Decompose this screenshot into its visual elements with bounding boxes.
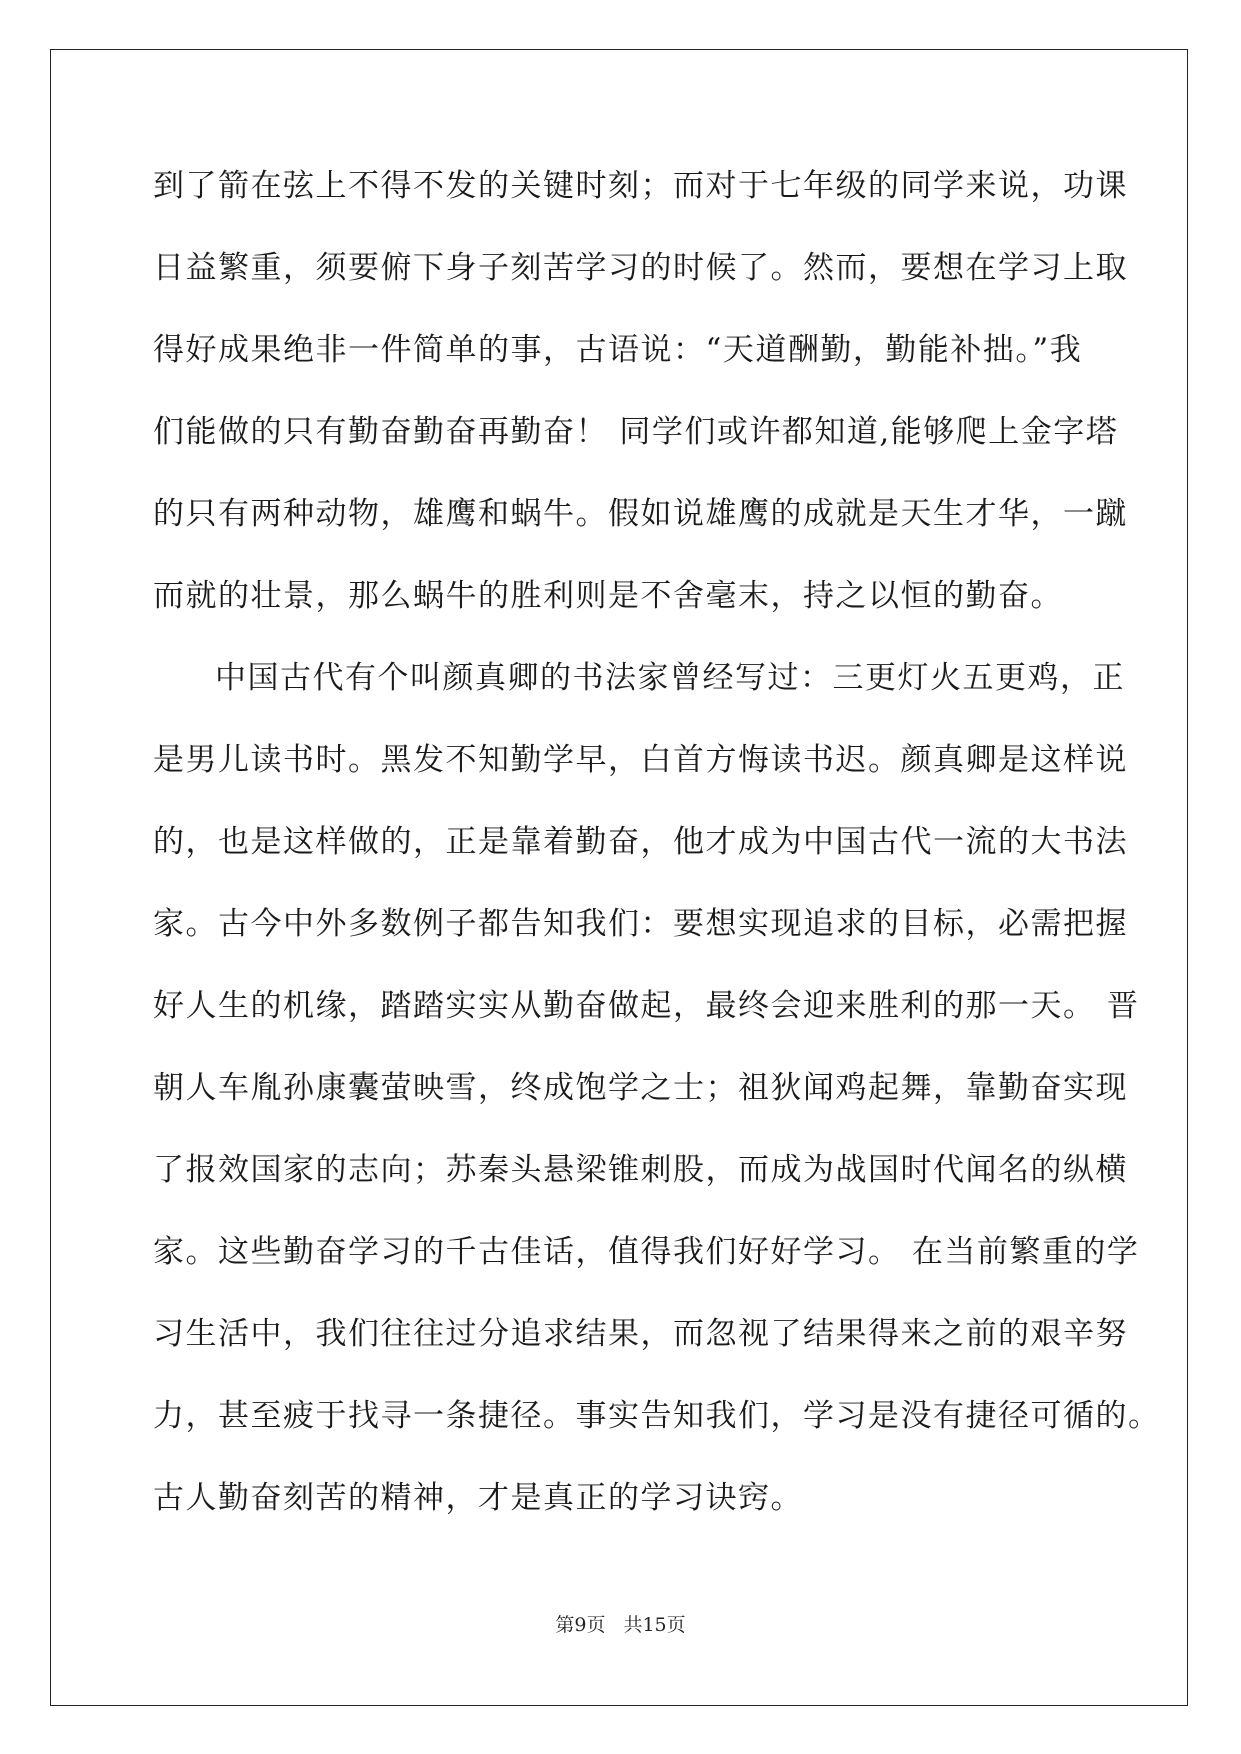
text-line: 日益繁重，须要俯下身子刻苦学习的时候了。然而，要想在学习上取 — [153, 250, 1128, 286]
text-line: 好人生的机缘，踏踏实实从勤奋做起，最终会迎来胜利的那一天。 晋 — [153, 988, 1140, 1024]
text-line: 力，甚至疲于找寻一条捷径。事实告知我们，学习是没有捷径可循的。 — [153, 1398, 1161, 1434]
text-line: 习生活中，我们往往过分追求结果，而忽视了结果得来之前的艰辛努 — [153, 1316, 1128, 1352]
text-line: 古人勤奋刻苦的精神，才是真正的学习诀窍。 — [153, 1480, 803, 1516]
text-line: 得好成果绝非一件简单的事，古语说：“天道酬勤，勤能补拙。”我 — [153, 332, 1083, 368]
text-line: 了报效国家的志向；苏秦头悬梁锥刺股，而成为战国时代闻名的纵横 — [153, 1152, 1128, 1188]
text-line: 的，也是这样做的，正是靠着勤奋，他才成为中国古代一流的大书法 — [153, 824, 1128, 860]
document-body — [153, 162, 1161, 1556]
text-line: 家。这些勤奋学习的千古佳话，值得我们好好学习。 在当前繁重的学 — [153, 1234, 1140, 1270]
text-line: 的只有两种动物，雄鹰和蜗牛。假如说雄鹰的成就是天生才华，一蹴 — [153, 496, 1128, 532]
page-number: 第9页 — [555, 1614, 606, 1636]
text-line: 朝人车胤孙康囊萤映雪，终成饱学之士；祖狄闻鸡起舞，靠勤奋实现 — [153, 1070, 1128, 1106]
page-footer — [0, 1610, 1241, 1637]
text-line: 到了箭在弦上不得不发的关键时刻；而对于七年级的同学来说，功课 — [153, 168, 1128, 204]
text-line: 中国古代有个叫颜真卿的书法家曾经写过：三更灯火五更鸡，正 — [215, 660, 1125, 696]
text-line: 家。古今中外多数例子都告知我们：要想实现追求的目标，必需把握 — [153, 906, 1128, 942]
page-total: 共15页 — [623, 1614, 686, 1636]
text-line: 是男儿读书时。黑发不知勤学早，白首方悔读书迟。颜真卿是这样说 — [153, 742, 1128, 778]
text-line: 们能做的只有勤奋勤奋再勤奋！ 同学们或许都知道,能够爬上金字塔 — [153, 414, 1119, 450]
text-line: 而就的壮景，那么蜗牛的胜利则是不舍毫末，持之以恒的勤奋。 — [153, 578, 1063, 614]
